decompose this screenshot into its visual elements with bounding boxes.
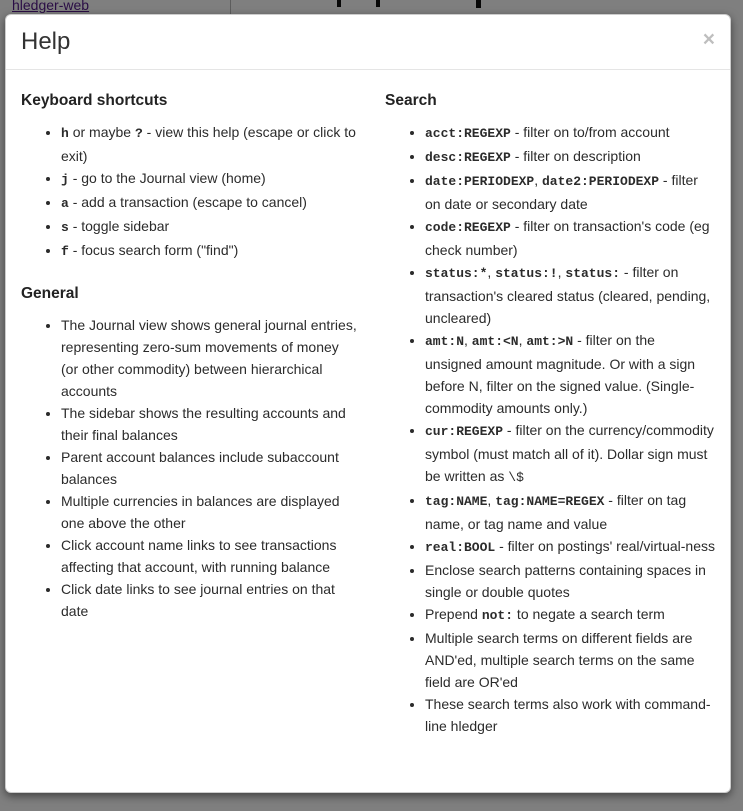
modal-header <box>6 15 730 70</box>
help-item: • status:*, status:!, status: - filter on transaction's cleared status (cleared, pending, uncleared) <box>425 261 715 329</box>
help-item: • amt:N, amt:<N, amt:>N - filter on the unsigned amount magnitude. Or with a sign before N, filter on the signed value. (Single-commodity amounts only.) <box>425 329 715 419</box>
code-token: date2:PERIODEXP <box>542 174 660 189</box>
help-item: • acct:REGEXP - filter on to/from account <box>425 121 715 145</box>
code-token: s <box>61 220 69 235</box>
help-item: • date:PERIODEXP, date2:PERIODEXP - filter on date or secondary date <box>425 169 715 215</box>
help-item: • Parent account balances include subaccount balances <box>61 446 358 490</box>
help-item: • These search terms also work with command-line hledger <box>425 693 715 737</box>
code-token: j <box>61 172 69 187</box>
code-token: amt:<N <box>471 334 519 349</box>
code-token: desc:REGEXP <box>425 150 511 165</box>
help-item: • Click account name links to see transactions affecting that account, with running balance <box>61 534 358 578</box>
code-token: cur:REGEXP <box>425 424 504 439</box>
code-token: amt:>N <box>526 334 574 349</box>
help-item: • cur:REGEXP - filter on the currency/commodity symbol (must match all of it). Dollar sign must be written as \$ <box>425 419 715 489</box>
code-token: acct:REGEXP <box>425 126 511 141</box>
help-item: • f - focus search form ("find") <box>61 239 358 263</box>
help-item: • code:REGEXP - filter on transaction's code (eg check number) <box>425 215 715 261</box>
code-token: code:REGEXP <box>425 220 511 235</box>
code-token: \$ <box>508 470 524 485</box>
left-column <box>21 70 368 747</box>
code-token: ? <box>134 126 143 141</box>
code-token: date:PERIODEXP <box>425 174 535 189</box>
code-token: h <box>61 126 69 141</box>
help-modal <box>5 14 731 793</box>
section-heading-keyboard-shortcuts: Keyboard shortcuts <box>21 92 168 109</box>
help-item: • tag:NAME, tag:NAME=REGEX - filter on tag name, or tag name and value <box>425 489 715 535</box>
help-item: • desc:REGEXP - filter on description <box>425 145 715 169</box>
help-list <box>21 314 358 622</box>
code-token: status:! <box>495 266 558 281</box>
help-item: • s - toggle sidebar <box>61 215 358 239</box>
help-item: • Multiple currencies in balances are displayed one above the other <box>61 490 358 534</box>
help-item: • Prepend not: to negate a search term <box>425 603 715 627</box>
code-token: real:BOOL <box>425 540 496 555</box>
help-item: • real:BOOL - filter on postings' real/virtual-ness <box>425 535 715 559</box>
help-item: • Enclose search patterns containing spaces in single or double quotes <box>425 559 715 603</box>
code-token: amt:N <box>425 334 465 349</box>
close-icon[interactable]: × <box>702 28 715 51</box>
help-item: • j - go to the Journal view (home) <box>61 167 358 191</box>
help-list <box>385 121 715 737</box>
code-token: status: <box>565 266 621 281</box>
code-token: not: <box>481 608 514 623</box>
help-item: • a - add a transaction (escape to cancel) <box>61 191 358 215</box>
code-token: a <box>61 196 69 211</box>
modal-body <box>6 70 730 762</box>
code-token: status:* <box>425 266 488 281</box>
section-heading-general: General <box>21 285 79 302</box>
help-item: • Click date links to see journal entries on that date <box>61 578 358 622</box>
help-list <box>21 121 358 263</box>
code-token: tag:NAME=REGEX <box>495 494 605 509</box>
help-item: • Multiple search terms on different fields are AND'ed, multiple search terms on the same field are OR'ed <box>425 627 715 693</box>
modal-title: Help <box>21 28 71 55</box>
code-token: f <box>61 244 69 259</box>
section-heading-search: Search <box>385 92 437 109</box>
help-item: • The Journal view shows general journal entries, representing zero-sum movements of money (or other commodity) between hierarchical accounts <box>61 314 358 402</box>
right-column <box>368 70 715 747</box>
code-token: tag:NAME <box>425 494 488 509</box>
help-item: • The sidebar shows the resulting accounts and their final balances <box>61 402 358 446</box>
help-item: • h or maybe ? - view this help (escape or click to exit) <box>61 121 358 167</box>
